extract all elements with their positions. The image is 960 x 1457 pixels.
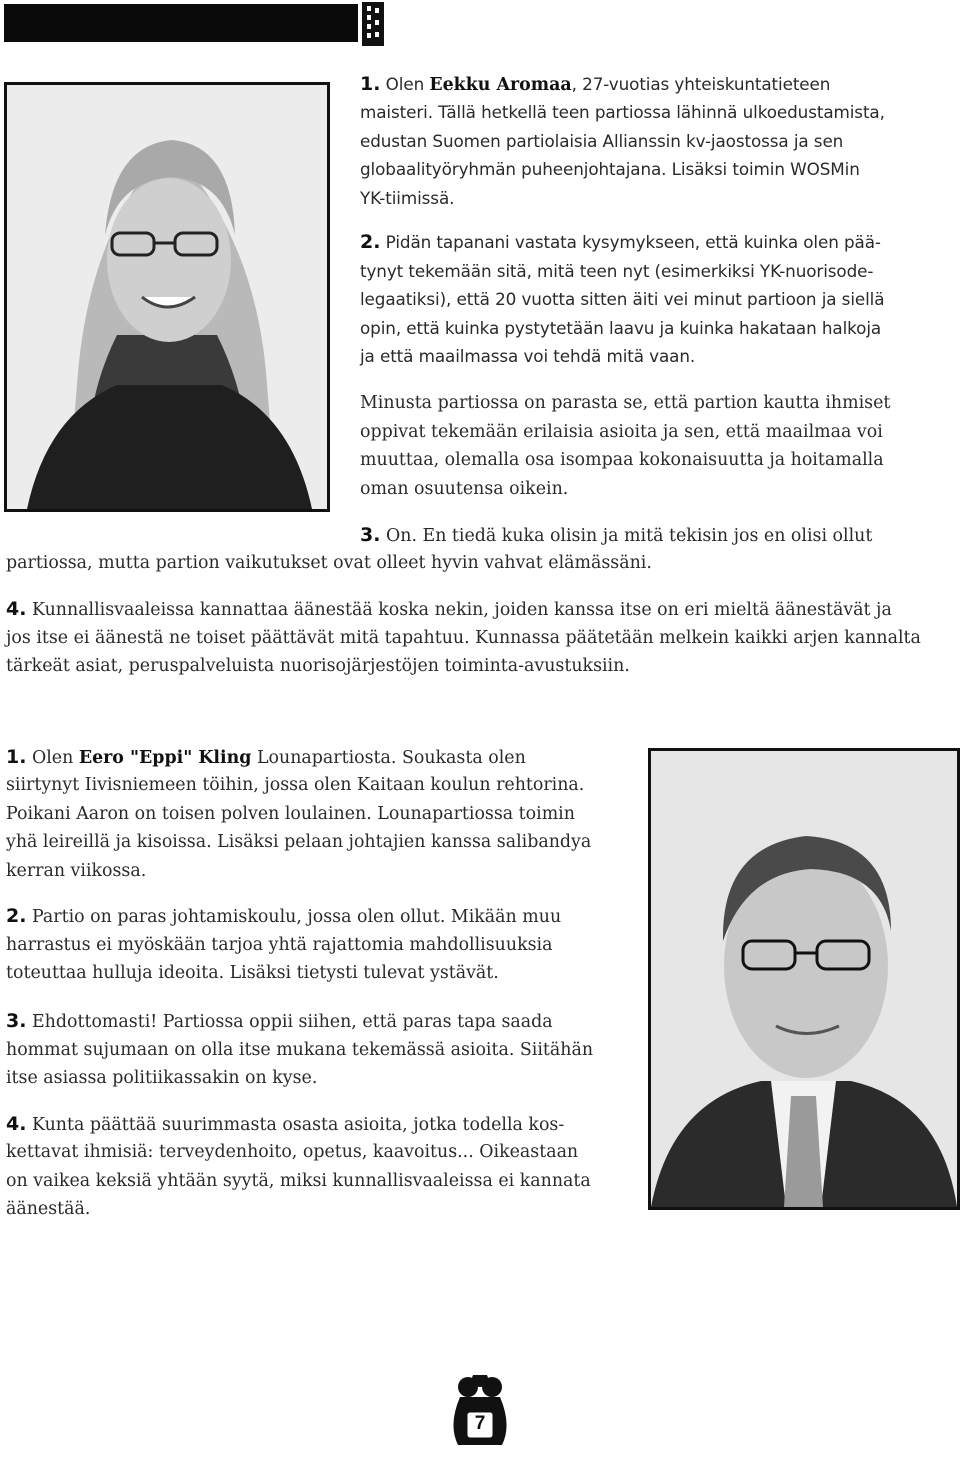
p1-answer2-line5: ja että maailmassa voi tehdä mitä vaan. [360,346,696,366]
p2-answer1-line1: 1. Olen Eero "Eppi" Kling Lounapartiosta. Soukasta olen [6,746,526,768]
p2-answer1-line3: Poikani Aaron on toisen polven loulainen. Lounapartiossa toimin [6,804,575,824]
p1-answer2b-line1: Minusta partiossa on parasta se, että partion kautta ihmiset [360,393,891,413]
p2-answer1-line4: yhä leireillä ja kisoissa. Lisäksi pelaan johtajien kanssa salibandya [6,832,592,852]
p2-answer2-line1: 2. Partio on paras johtamiskoulu, jossa olen ollut. Mikään muu [6,905,562,927]
p2-answer4-line4: äänestää. [6,1199,91,1219]
p1-answer1-line5: YK-tiimissä. [360,188,455,208]
p1-answer2-line2: tynyt tekemään sitä, mitä teen nyt (esimerkiksi YK-nuorisode- [360,261,874,281]
p1-answer2b-line4: oman osuutensa oikein. [360,479,569,499]
p1-answer2b-line3: muuttaa, olemalla osa isompaa kokonaisuutta ja hoitamalla [360,450,884,470]
p1-answer2-line3: legaatiksi), että 20 vuotta sitten äiti vei minut partioon ja siellä [360,289,885,309]
p1-answer4-line3: tärkeät asiat, peruspalveluista nuorisojärjestöjen toiminta-avustuksiin. [6,656,630,676]
film-strip-decoration [358,2,388,46]
p2-answer1-line5: kerran viikossa. [6,861,147,881]
p1-answer1-line2: maisteri. Tällä hetkellä teen partiossa lähinnä ulkoedustamista, [360,102,885,122]
p1-answer2b-line2: oppivat tekemään erilaisia asioita ja sen, että maailmaa voi [360,422,883,442]
p2-answer4-line3: on vaikea keksiä yhtään syytä, miksi kunnallisvaaleissa ei kannata [6,1171,591,1191]
p1-answer3-line1: 3. On. En tiedä kuka olisin ja mitä tekisin jos en olisi ollut [360,524,873,546]
p2-answer4-line2: kettavat ihmisiä: terveydenhoito, opetus, kaavoitus... Oikeastaan [6,1142,579,1162]
p1-answer3-line2: partiossa, mutta partion vaikutukset ovat olleet hyvin vahvat elämässäni. [6,553,652,573]
p2-answer4-line1: 4. Kunta päättää suurimmasta osasta asioita, jotka todella kos- [6,1113,565,1135]
portrait-photo-eero-kling [648,748,960,1210]
p2-answer2-line3: toteuttaa hulluja ideoita. Lisäksi tietysti tulevat ystävät. [6,963,499,983]
p2-answer3-line1: 3. Ehdottomasti! Partiossa oppii siihen, että paras tapa saada [6,1010,553,1032]
p1-answer1-line4: globaalityöryhmän puheenjohtajana. Lisäksi toimin WOSMin [360,159,860,179]
p1-answer1-line1: 1. Olen Eekku Aromaa, 27-vuotias yhteiskuntatieteen [360,73,831,95]
p1-answer2-line4: opin, että kuinka pystytetään laavu ja kuinka hakataan halkoja [360,318,882,338]
p1-answer1-line3: edustan Suomen partiolaisia Allianssin kv-jaostossa ja sen [360,131,844,151]
p2-answer1-line2: siirtynyt Iivisniemeen töihin, jossa olen Kaitaan koulun rehtorina. [6,775,585,795]
p2-answer3-line3: itse asiassa politiikassakin on kyse. [6,1068,318,1088]
portrait-photo-eekku [4,82,330,512]
p2-answer2-line2: harrastus ei myöskään tarjoa yhtä rajattomia mahdollisuuksia [6,935,553,955]
p1-answer4-line1: 4. Kunnallisvaaleissa kannattaa äänestää koska nekin, joiden kanssa itse on eri mieltä äänestävät ja [6,598,892,620]
header-bar [4,4,358,42]
p1-answer2-line1: 2. Pidän tapanani vastata kysymykseen, että kuinka olen pää- [360,231,881,253]
p1-answer4-line2: jos itse ei äänestä ne toiset päättävät mitä tapahtuu. Kunnassa päätetään melkein kaikki arjen kannalta [6,628,921,648]
page-number-emblem [440,1375,520,1453]
p2-answer3-line2: hommat sujumaan on olla itse mukana tekemässä asioita. Siitähän [6,1040,594,1060]
page-number: 7 [474,1413,486,1434]
